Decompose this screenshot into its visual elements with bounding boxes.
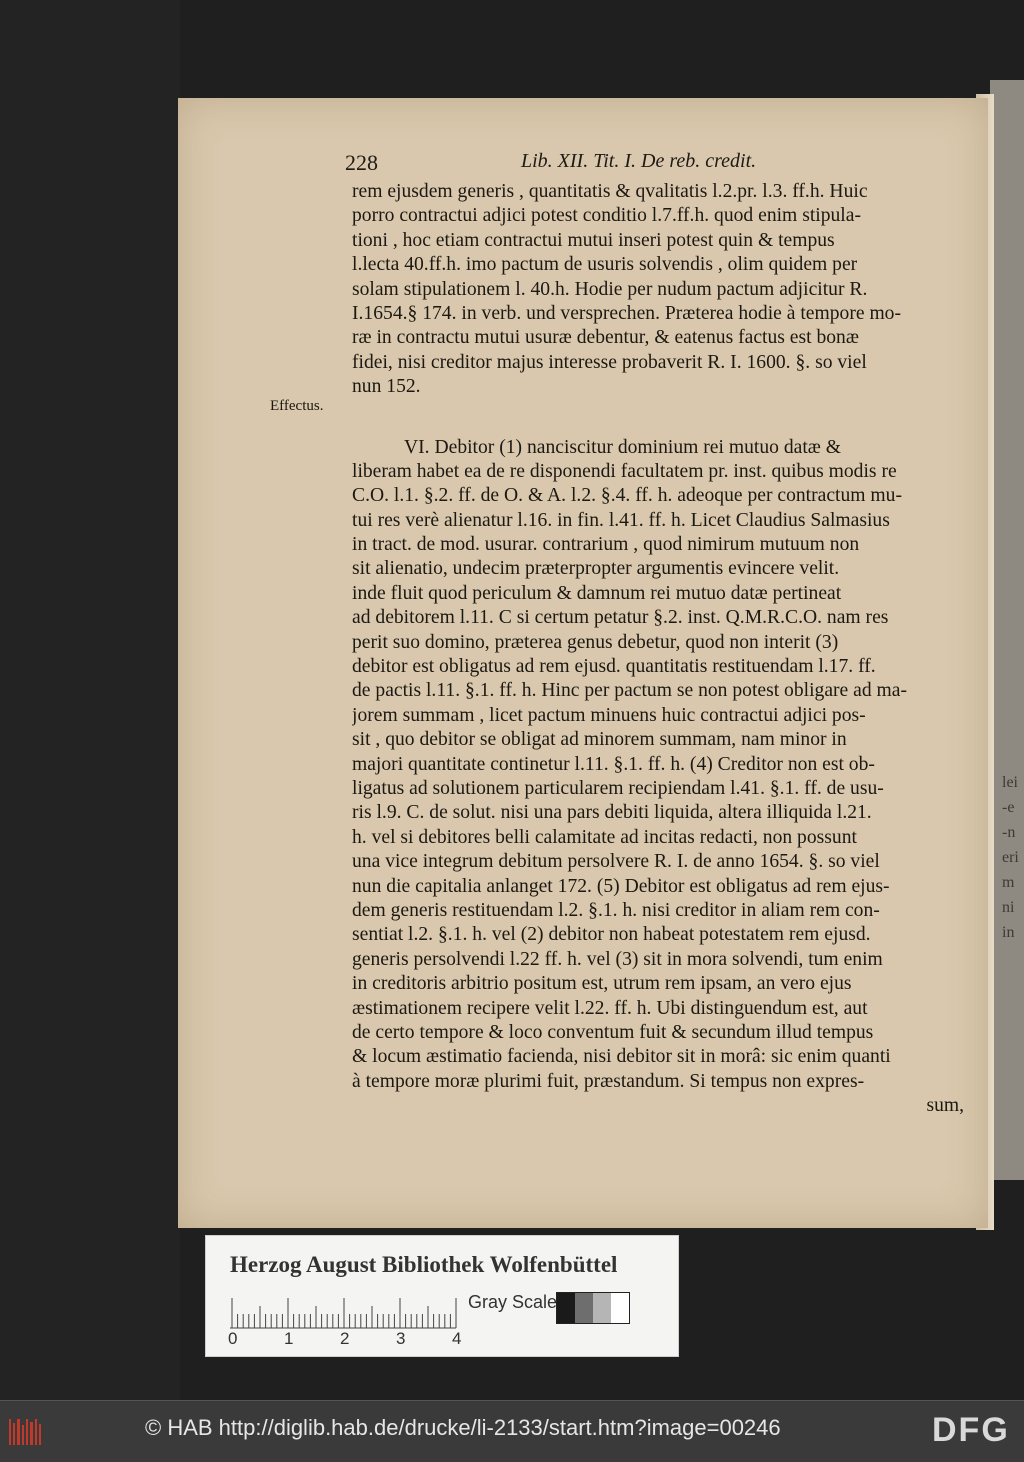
viewer-footer: [0, 1400, 1024, 1462]
gray-scale-swatches: [556, 1292, 630, 1324]
running-head: Lib. XII. Tit. I. De reb. credit.: [521, 150, 757, 172]
main-text: [352, 180, 964, 1118]
facing-page-strip: [990, 80, 1024, 1180]
ruler-numbers: [228, 1329, 468, 1351]
fragment: m: [1002, 874, 1015, 891]
text-line: sentiat l.2. §.1. h. vel (2) debitor non habeat potestatem rem ejusd.: [352, 924, 871, 946]
hab-barcode-logo-icon: [8, 1417, 42, 1447]
library-color-card: [205, 1235, 679, 1357]
text-line: C.O. l.1. §.2. ff. de O. & A. l.2. §.4. ff. h. adeoque per contractum mu-: [352, 485, 902, 507]
text-line: una vice integrum debitum persolvere R. I. de anno 1654. §. so viel: [352, 851, 880, 873]
swatch-white: [611, 1293, 629, 1323]
text-line: l.lecta 40.ff.h. imo pactum de usuris solvendis , olim quidem per: [352, 254, 858, 276]
text-line: de certo tempore & loco conventum fuit & secundum illud tempus: [352, 1021, 874, 1043]
fragment: eri: [1002, 849, 1019, 866]
text-line: dem generis restituendam l.2. §.1. h. nisi creditor in aliam rem con-: [352, 899, 880, 921]
text-line: in creditoris arbitrio positum est, utrum rem ipsam, an vero ejus: [352, 973, 852, 995]
text-line: sit , quo debitor se obligat ad minorem summam, nam minor in: [352, 729, 847, 751]
text-line: nun die capitalia anlanget 172. (5) Debitor est obligatus ad rem ejus-: [352, 875, 890, 897]
text-line: & locum æstimatio facienda, nisi debitor sit in morâ: sic enim quanti: [352, 1046, 891, 1068]
text-line: debitor est obligatus ad rem ejusd. quantitatis restituendam l.17. ff.: [352, 656, 876, 678]
fragment: -e: [1002, 799, 1015, 816]
ruler-number: 3: [396, 1329, 406, 1348]
library-name: Herzog August Bibliothek Wolfenbüttel: [230, 1252, 618, 1277]
text-line: majori quantitate continetur l.11. §.1. ff. h. (4) Creditor non est ob-: [352, 753, 875, 775]
text-line: æstimationem recipere velit l.22. ff. h. Ubi distinguendum est, aut: [352, 997, 868, 1019]
text-line: perit suo domino, præterea genus debetur, quod non interit (3): [352, 631, 839, 653]
fragment: ni: [1002, 899, 1015, 916]
paragraph-2: [352, 436, 964, 1119]
text-line: in tract. de mod. usurar. contrarium , quod nimirum mutuum non: [352, 534, 860, 556]
text-line: jorem summam , licet pactum minuens huic contractui adjici pos-: [352, 704, 866, 726]
text-line: h. vel si debitores belli calamitate ad incitas redacti, non possunt: [352, 826, 857, 848]
paragraph-gap: [352, 400, 964, 436]
text-line: nun 152.: [352, 376, 421, 398]
ruler-number: 0: [228, 1329, 238, 1348]
text-line: ad debitorem l.11. C si certum petatur §.2. inst. Q.M.R.C.O. nam res: [352, 607, 889, 629]
text-line: VI. Debitor (1) nanciscitur dominium rei mutuo datæ &: [404, 436, 841, 458]
text-line: I.1654.§ 174. in verb. und versprechen. Præterea hodie à tempore mo-: [352, 302, 902, 324]
fragment: in: [1002, 924, 1015, 941]
ruler-number: 2: [340, 1329, 350, 1348]
text-line: sit alienatio, undecim præterpropter argumentis evincere velit.: [352, 558, 840, 580]
margin-note: Effectus.: [270, 398, 324, 414]
text-line: solam stipulationem l. 40.h. Hodie per nudum pactum adjicitur R.: [352, 278, 868, 300]
catchword: sum,: [926, 1095, 964, 1117]
fragment: lei: [1002, 774, 1018, 791]
text-line: generis persolvendi l.22 ff. h. vel (3) sit in mora solvendi, tum enim: [352, 948, 883, 970]
gray-scale-label: Gray Scale: [468, 1292, 558, 1312]
dfg-logo: DFG: [932, 1411, 1010, 1449]
swatch-black: [557, 1293, 575, 1323]
text-line: liberam habet ea de re disponendi facultatem pr. inst. quibus modis re: [352, 460, 897, 482]
copyright-url[interactable]: © HAB http://diglib.hab.de/drucke/li-2133/start.htm?image=00246: [145, 1415, 781, 1440]
ruler-number: 4: [452, 1329, 462, 1348]
page-number: 228: [345, 150, 378, 175]
text-line: porro contractui adjici potest conditio l.7.ff.h. quod enim stipula-: [352, 205, 861, 227]
swatch-dark-gray: [575, 1293, 593, 1323]
book-cover-board: [0, 0, 180, 1400]
measurement-ruler-icon: [230, 1294, 458, 1330]
text-line: fidei, nisi creditor majus interesse probaverit R. I. 1600. §. so viel: [352, 351, 867, 373]
facing-page-fragments: [1002, 770, 1024, 945]
text-line: tui res verè alienatur l.16. in fin. l.41. ff. h. Licet Claudius Salmasius: [352, 509, 890, 531]
paragraph-1: [352, 180, 964, 400]
text-line: rem ejusdem generis , quantitatis & qvalitatis l.2.pr. l.3. ff.h. Huic: [352, 181, 868, 202]
text-line: ligatus ad solutionem particularem recipiendam l.41. §.1. ff. de usu-: [352, 777, 884, 799]
fragment: -n: [1002, 824, 1016, 841]
ruler-number: 1: [284, 1329, 294, 1348]
text-line: ræ in contractu mutui usuræ debentur, & eatenus factus est bonæ: [352, 327, 859, 349]
page-header: [345, 150, 965, 180]
swatch-light-gray: [593, 1293, 611, 1323]
text-line: ris l.9. C. de solut. nisi una pars debiti liquida, altera illiquida l.21.: [352, 802, 872, 824]
text-line: tioni , hoc etiam contractui mutui inseri potest quin & tempus: [352, 229, 835, 251]
text-line: à tempore moræ plurimi fuit, præstandum. Si tempus non expres-: [352, 1070, 865, 1092]
text-line: de pactis l.11. §.1. ff. h. Hinc per pactum se non potest obligare ad ma-: [352, 680, 908, 702]
text-line: inde fluit quod periculum & damnum rei mutuo datæ pertineat: [352, 582, 842, 604]
